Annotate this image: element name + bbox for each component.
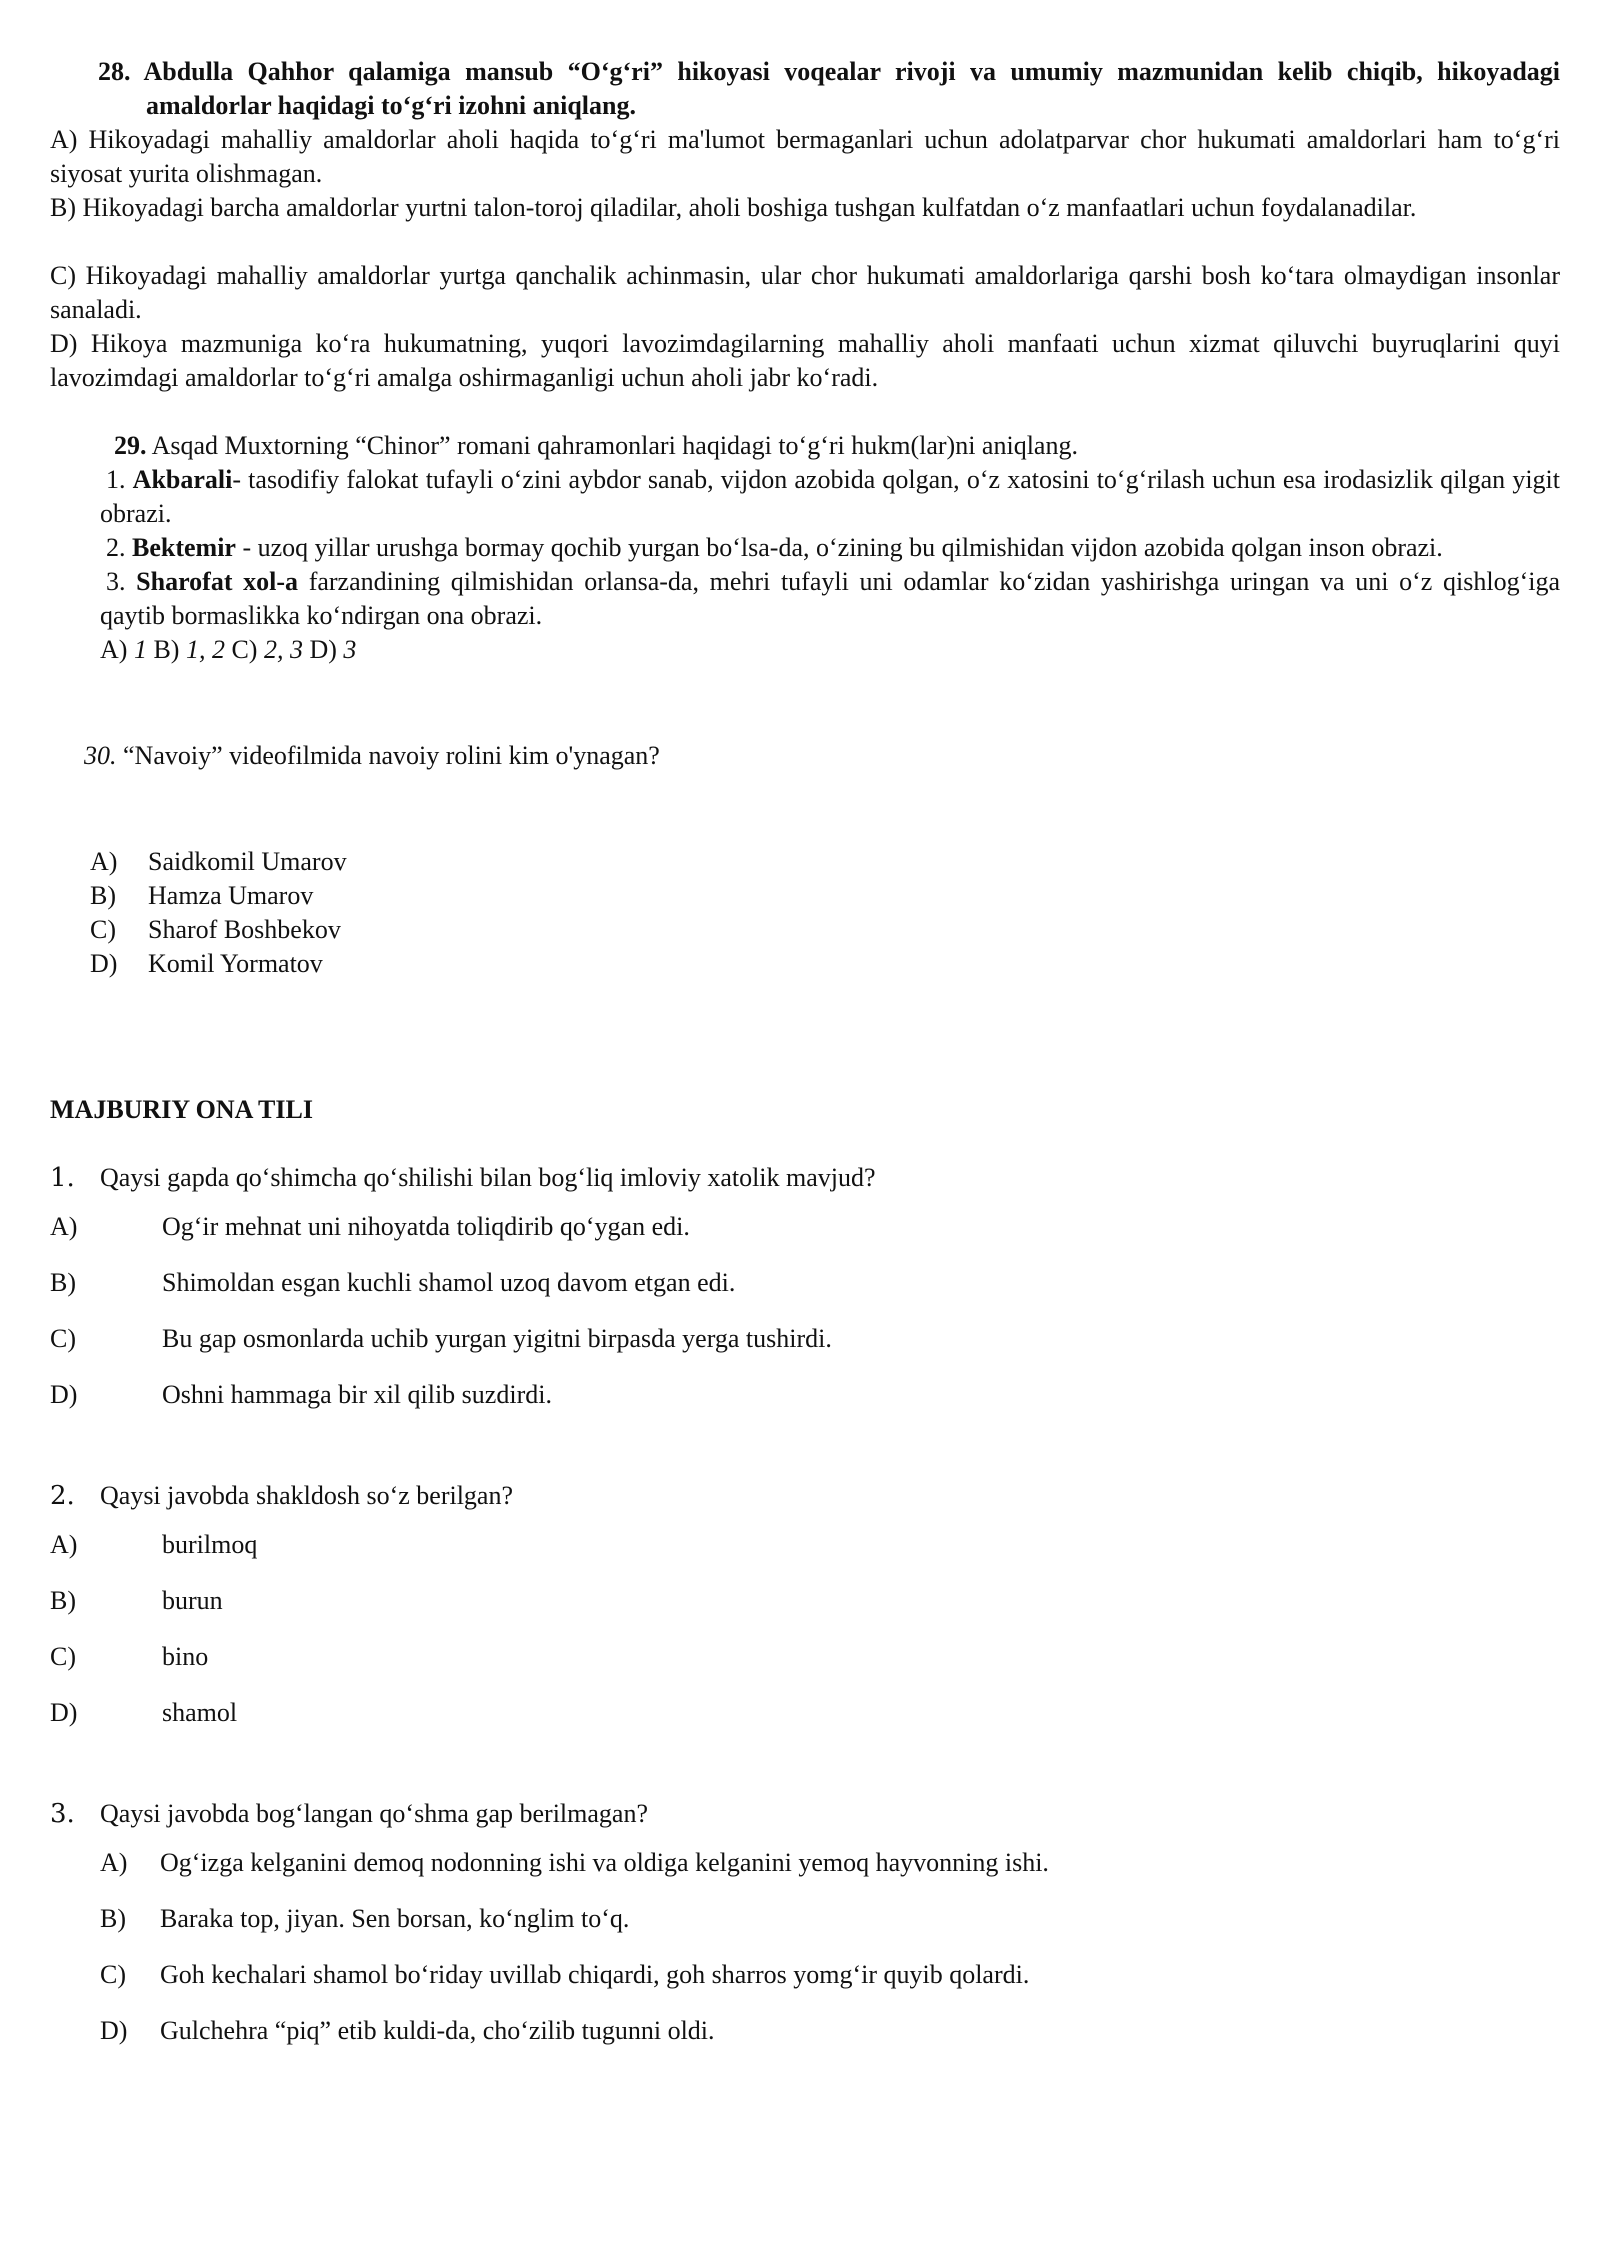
option-letter: D) [50,1380,78,1409]
answer-letter: A) [100,635,134,664]
option-text: Bu gap osmonlarda uchib yurgan yigitni birpasda yerga tushirdi. [162,1324,832,1353]
option-letter: C) [100,1960,126,1989]
option-letter: C) [90,915,116,944]
option-letter: D) [100,2016,128,2045]
option-text: Oshni hammaga bir xil qilib suzdirdi. [162,1380,552,1409]
answer-value: 1, 2 [185,635,225,664]
option-row [50,1255,1560,1311]
question-1 [50,1161,1560,1423]
section-title: MAJBURIY ONA TILI [50,1095,313,1124]
option-text: Baraka top, jiyan. Sen borsan, ko‘nglim to‘q. [160,1904,630,1933]
question-text: Qaysi javobda shakldosh so‘z berilgan? [100,1481,514,1510]
option-letter: A) [50,1530,78,1559]
option-letter: C) [50,1642,76,1671]
option-row [50,1311,1560,1367]
question-30-number: 30. [84,741,117,770]
character-name: Sharofat xol-a [136,567,299,596]
option-letter: B) [50,1586,76,1615]
option-letter: A) [50,1212,78,1241]
question-3 [50,1797,1560,2059]
option-row [50,1517,1560,1573]
option-row [50,2003,1560,2059]
option-row [50,1199,1560,1255]
option-row [90,913,1560,947]
question-29-item-1 [100,463,1560,531]
question-number: 2. [50,1481,75,1511]
character-name: Akbarali [132,465,233,494]
question-29-header [100,429,1560,463]
answer-letter: C) [224,635,264,664]
question-text: Qaysi javobda bog‘langan qo‘shma gap berilmagan? [100,1799,648,1828]
question-28 [50,55,1560,395]
question-29-answers [100,633,1560,667]
option-text: Sharof Boshbekov [148,915,341,944]
question-30-header [84,739,1560,773]
option-text: Og‘ir mehnat uni nihoyatda toliqdirib qo‘ygan edi. [162,1212,690,1241]
item-text: - tasodifiy falokat tufayli o‘zini aybdor sanab, vijdon azobida qolgan, o‘z xatosini to‘g‘rilash uchun esa irodasizlik qilgan yigit obrazi. [100,465,1560,528]
option-letter: B) [90,881,116,910]
question-29-item-3 [100,565,1560,633]
option-text: shamol [162,1698,238,1727]
spacer [50,1741,1560,1797]
question-28-option-d: D) Hikoya mazmuniga ko‘ra hukumatning, yuqori lavozimdagilarning mahalliy aholi manfaati uchun xizmat qiluvchi buyruqlarini quyi lavozimdagi amaldorlar to‘g‘ri amalga oshirmaganligi uchun aholi jabr ko‘radi. [50,329,1560,392]
document-page [50,55,1560,2059]
question-text: Qaysi gapda qo‘shimcha qo‘shilishi bilan bog‘liq imloviy xatolik mavjud? [100,1163,876,1192]
option-text: Og‘izga kelganini demoq nodonning ishi va oldiga kelganini yemoq hayvonning ishi. [160,1848,1049,1877]
question-29-item-2 [100,531,1560,565]
option-text: Komil Yormatov [148,949,323,978]
option-row [50,1367,1560,1423]
option-row [50,1947,1560,2003]
question-number: 1. [50,1163,75,1193]
option-letter: B) [50,1268,76,1297]
question-29-number: 29. [114,431,147,460]
option-letter: D) [90,949,118,978]
question-29-text: Asqad Muxtorning “Chinor” romani qahramonlari haqidagi to‘g‘ri hukm(lar)ni aniqlang. [151,431,1078,460]
answer-value: 1 [133,635,147,664]
question-2 [50,1479,1560,1741]
question-number: 3. [50,1799,75,1829]
character-name: Bektemir [132,533,236,562]
question-28-number: 28. [98,57,131,86]
question-3-header [50,1797,1560,1835]
option-letter: B) [100,1904,126,1933]
option-text: Hamza Umarov [148,881,314,910]
option-row [50,1685,1560,1741]
question-29 [100,429,1560,667]
option-text: burilmoq [162,1530,258,1559]
question-28-option-a: A) Hikoyadagi mahalliy amaldorlar aholi haqida to‘g‘ri ma'lumot bermaganlari uchun adolatparvar chor hukumati amaldorlari ham to‘g‘ri siyosat yurita olishmagan. [50,125,1560,188]
spacer [50,1423,1560,1479]
question-2-header [50,1479,1560,1517]
option-row [50,1629,1560,1685]
option-row [90,947,1560,981]
question-1-header [50,1161,1560,1199]
option-letter: A) [100,1848,128,1877]
spacer [50,225,1560,259]
option-letter: A) [90,847,118,876]
option-text: Gulchehra “piq” etib kuldi-da, cho‘zilib tugunni oldi. [160,2016,715,2045]
item-text: farzandining qilmishidan orlansa-da, mehri tufayli uni odamlar ko‘zidan yashirishga uringan va uni o‘z qishlog‘iga qaytib bormaslikka ko‘ndirgan ona obrazi. [100,567,1560,630]
question-28-header [98,55,1560,123]
option-text: Saidkomil Umarov [148,847,347,876]
answer-value: 2, 3 [263,635,303,664]
option-letter: C) [50,1324,76,1353]
answer-value: 3 [343,635,357,664]
item-number: 2. [106,533,126,562]
option-row [50,1573,1560,1629]
option-text: burun [162,1586,223,1615]
answer-letter: D) [302,635,344,664]
option-row [50,1891,1560,1947]
option-text: bino [162,1642,209,1671]
question-28-option-b: B) Hikoyadagi barcha amaldorlar yurtni talon-toroj qiladilar, aholi boshiga tushgan kulfatdan o‘z manfaatlari uchun foydalanadilar. [50,193,1417,222]
question-30 [84,739,1560,981]
item-text: - uzoq yillar urushga bormay qochib yurgan bo‘lsa-da, o‘zining bu qilmishidan vijdon azobida qolgan inson obrazi. [235,533,1443,562]
item-number: 1. [106,465,126,494]
option-letter: D) [50,1698,78,1727]
question-30-text: “Navoiy” videofilmida navoiy rolini kim o'ynagan? [116,741,660,770]
option-text: Shimoldan esgan kuchli shamol uzoq davom etgan edi. [162,1268,736,1297]
option-row [50,1835,1560,1891]
question-30-options [90,845,1560,981]
option-row [90,845,1560,879]
answer-letter: B) [146,635,186,664]
question-28-text: Abdulla Qahhor qalamiga mansub “O‘g‘ri” hikoyasi voqealar rivoji va umumiy mazmunidan kelib chiqib, hikoyadagi amaldorlar haqidagi to‘g‘ri izohni aniqlang. [143,57,1561,120]
item-number: 3. [106,567,126,596]
option-row [90,879,1560,913]
question-28-option-c: C) Hikoyadagi mahalliy amaldorlar yurtga qanchalik achinmasin, ular chor hukumati amaldorlariga qarshi bosh ko‘tara olmaydigan insonlar sanaladi. [50,261,1560,324]
option-text: Goh kechalari shamol bo‘riday uvillab chiqardi, goh sharros yomg‘ir quyib qolardi. [160,1960,1030,1989]
